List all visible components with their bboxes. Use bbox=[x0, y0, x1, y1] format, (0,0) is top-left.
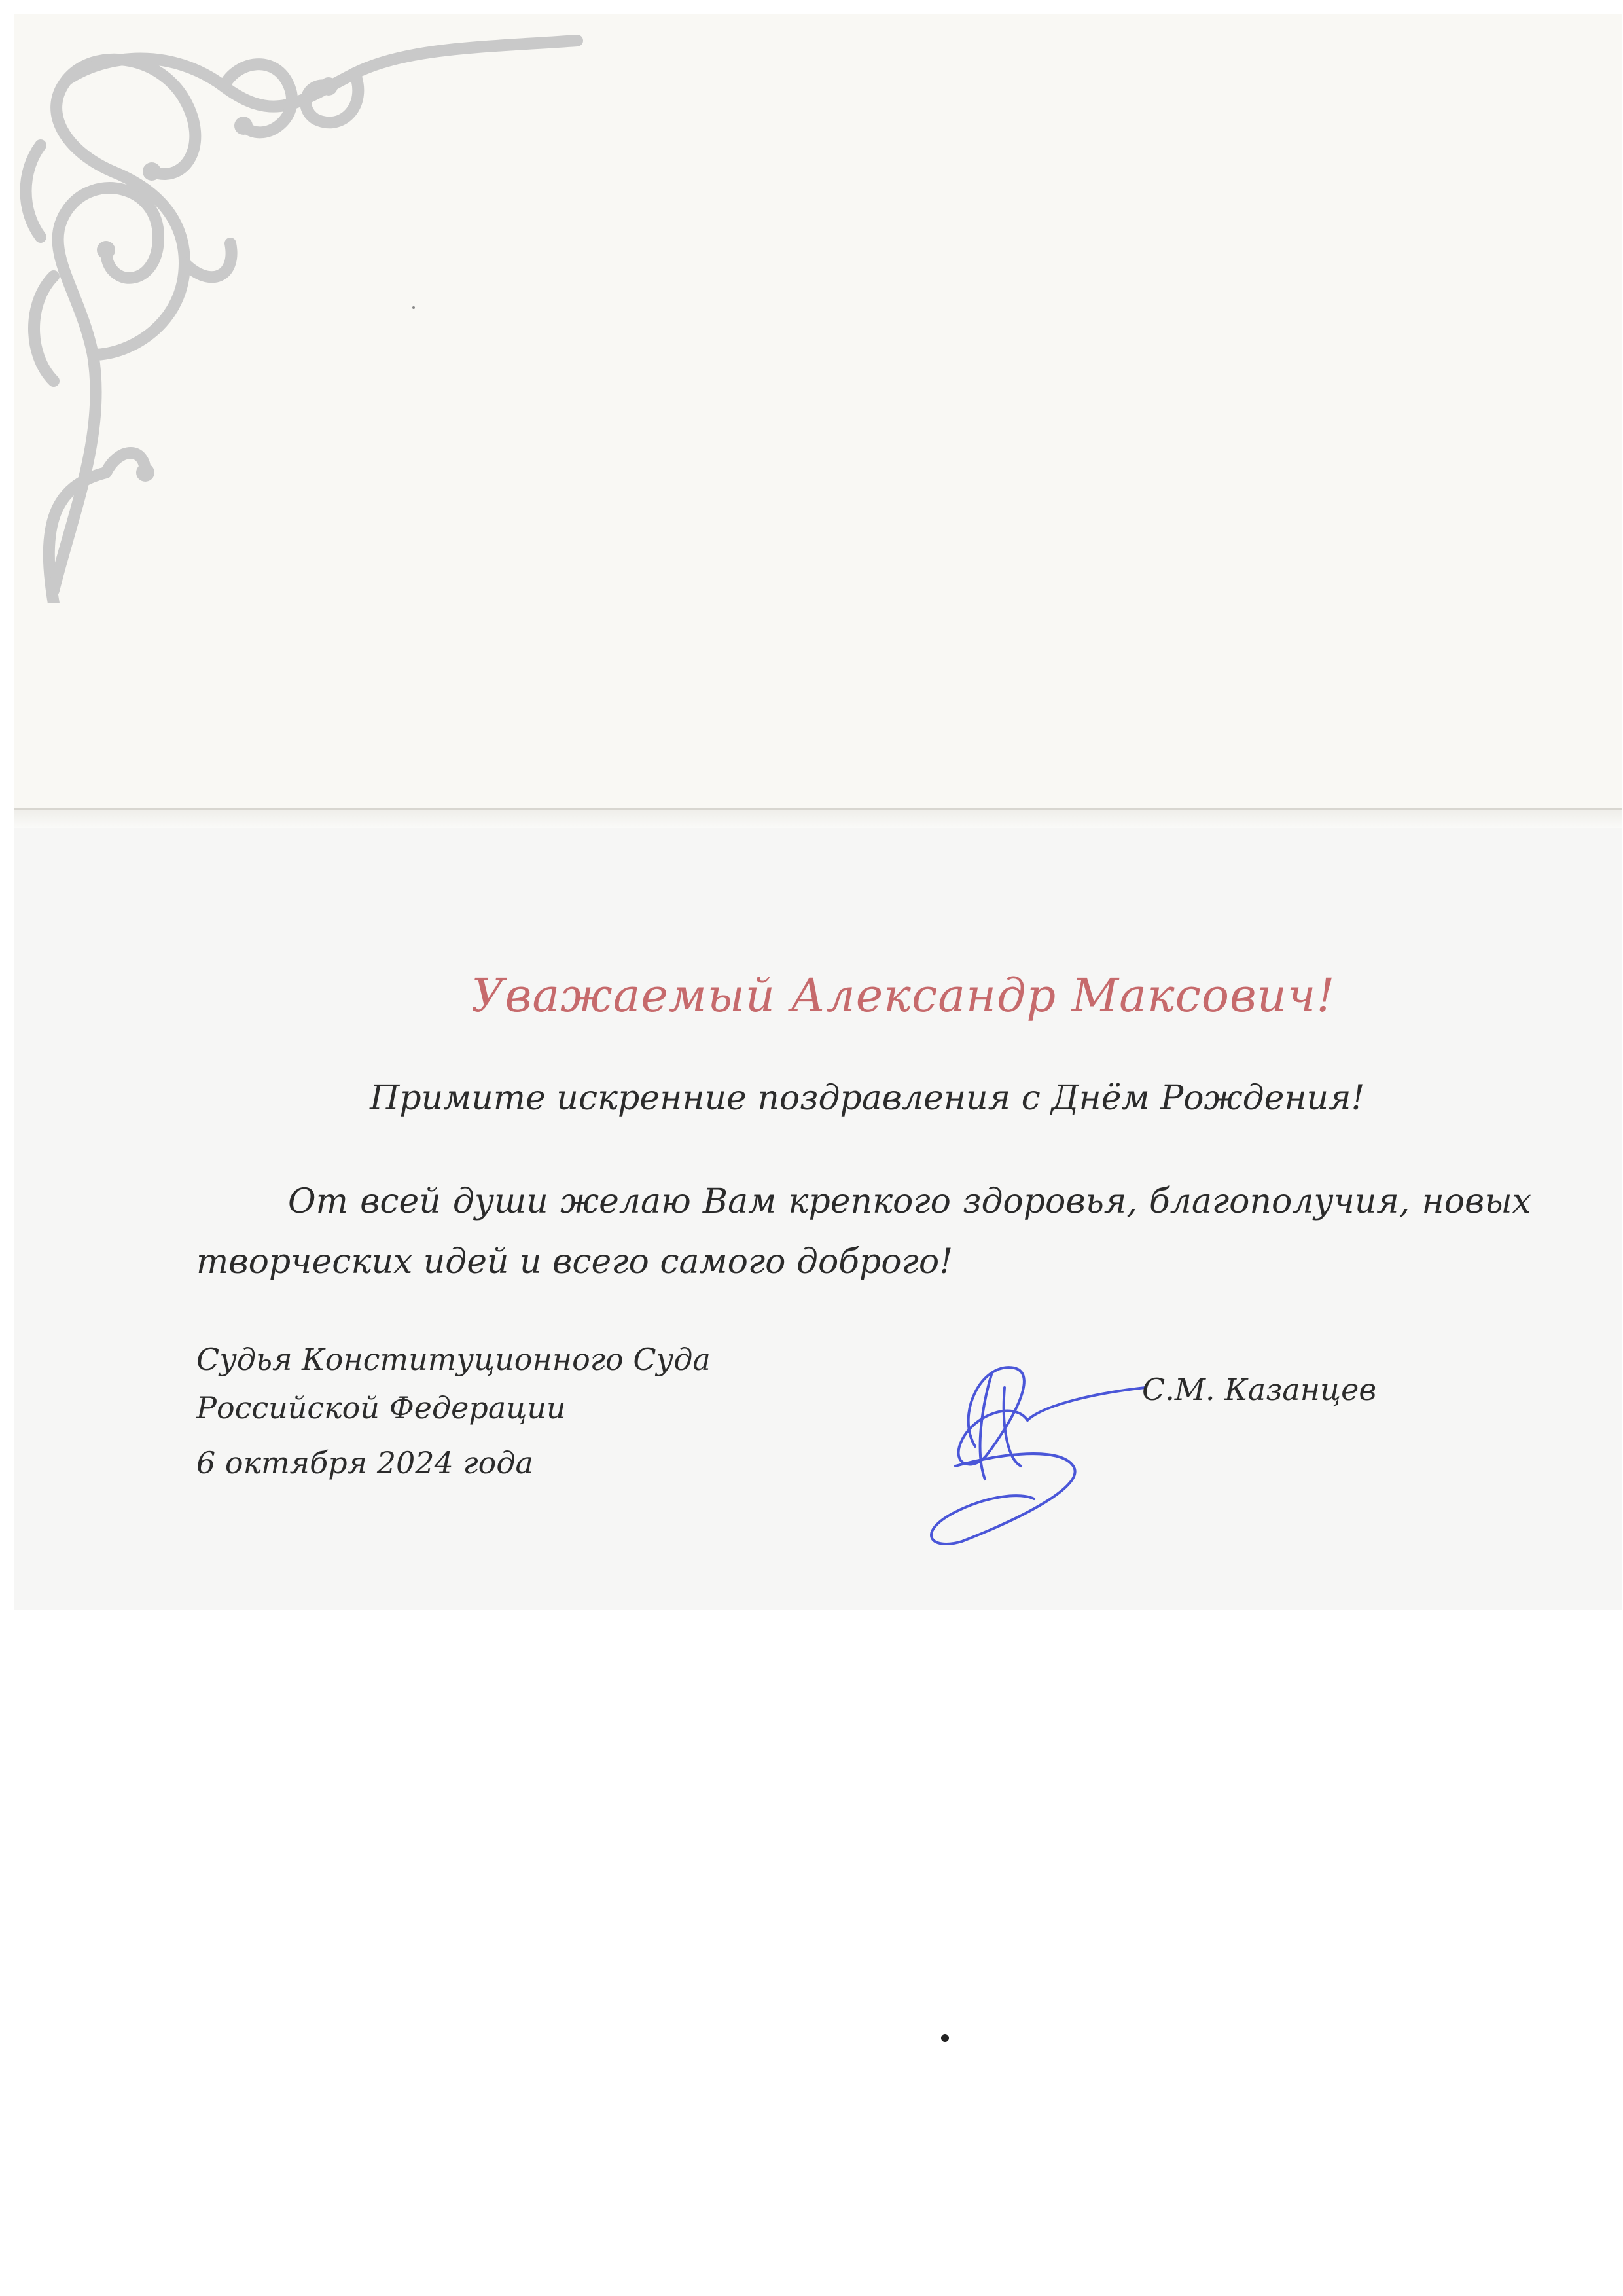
card-fold bbox=[14, 810, 1622, 828]
scan-speck bbox=[941, 2034, 949, 2042]
greeting-heading: Уважаемый Александр Максович! bbox=[471, 969, 1336, 1022]
scan-speck bbox=[412, 306, 415, 309]
congratulations-line: Примите искренние поздравления с Днём Рождения! bbox=[370, 1079, 1365, 1118]
signer-title-line2: Российской Федерации bbox=[196, 1390, 566, 1426]
signer-name: С.М. Казанцев bbox=[1142, 1372, 1377, 1407]
signer-title bbox=[196, 1335, 711, 1432]
handwritten-signature bbox=[877, 1348, 1152, 1545]
corner-ornament bbox=[14, 14, 590, 603]
signer-title-line1: Судья Конституционного Суда bbox=[196, 1342, 711, 1377]
wishes-paragraph: От всей души желаю Вам крепкого здоровья, благополучия, новых творческих идей и всего самого доброго! bbox=[196, 1182, 1531, 1282]
letter-date: 6 октября 2024 года bbox=[196, 1445, 533, 1480]
